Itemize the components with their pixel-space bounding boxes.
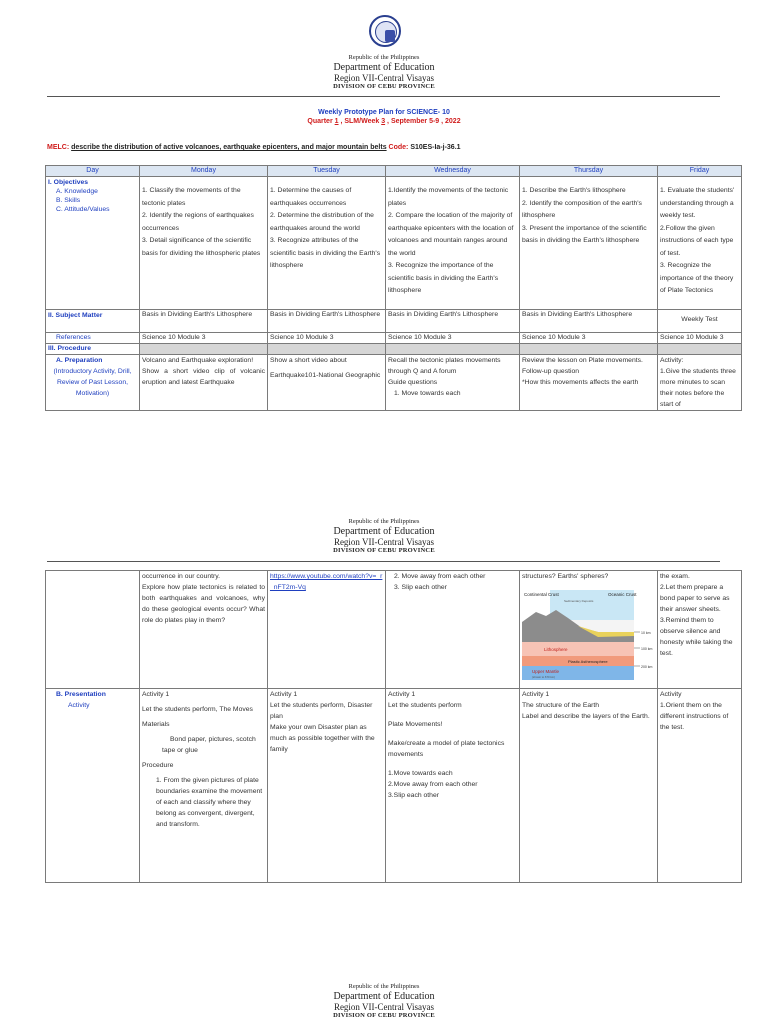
procedure-row bbox=[46, 344, 742, 355]
objective-item: 3. Detail significance of the scientific basis for dividing the lithospheric plates bbox=[142, 237, 261, 257]
republic-text: Republic of the Philippines bbox=[348, 518, 420, 525]
presentation-text: 1.Move towards each bbox=[388, 770, 453, 777]
upper-mantle-label: Upper Mantle bbox=[532, 669, 560, 674]
deped-seal bbox=[369, 15, 401, 47]
prep-text: the exam. bbox=[660, 573, 690, 580]
presentation-text: Make your own Disaster plan as much as possible together with the family bbox=[270, 724, 375, 753]
objectives-label: I. Objectives bbox=[48, 179, 89, 186]
prep-thursday bbox=[520, 355, 658, 411]
prep2-thursday bbox=[520, 571, 658, 689]
presentation-text: Activity 1 bbox=[388, 691, 416, 698]
skills-label: B. Skills bbox=[56, 197, 81, 204]
presentation-text: Activity 1 bbox=[142, 691, 170, 698]
presentation-monday bbox=[140, 689, 268, 883]
presentation-wednesday bbox=[386, 689, 520, 883]
subject-wednesday: Basis in Dividing Earth's Lithosphere bbox=[386, 310, 520, 333]
region-text: Region VII-Central Visayas bbox=[333, 73, 435, 83]
references-row bbox=[46, 333, 742, 344]
region-text: Region VII-Central Visayas bbox=[333, 537, 435, 547]
procedure-label-text: III. Procedure bbox=[48, 345, 92, 352]
prep2-friday bbox=[658, 571, 742, 689]
presentation-text: Let the students perform, Disaster plan bbox=[270, 702, 373, 720]
prep-text: occurrence in our country. bbox=[142, 573, 221, 580]
prep-text: Guide questions bbox=[388, 379, 438, 386]
prep-text: Review the lesson on Plate movements. bbox=[522, 357, 643, 364]
objectives-friday bbox=[658, 177, 742, 310]
presentation-text: Activity 1 bbox=[522, 691, 550, 698]
presentation-label-cell bbox=[46, 689, 140, 883]
objective-item: 2. Identify the regions of earthquakes occurrences bbox=[142, 212, 254, 232]
region-text: Region VII-Central Visayas bbox=[333, 1002, 435, 1012]
quarter-text: Quarter bbox=[307, 118, 335, 125]
presentation-text: Bond paper, pictures, scotch tape or glue bbox=[162, 736, 256, 754]
procedure-fill bbox=[520, 344, 658, 355]
prep-text: Explore how plate tectonics is related to both earthquakes and volcanoes, why do these geological events occur? What role do plates play in them? bbox=[142, 584, 265, 624]
depth-label-10: 10 km bbox=[641, 631, 651, 635]
prep-monday bbox=[140, 355, 268, 411]
prep-wednesday bbox=[386, 355, 520, 411]
code-value: S10ES-Ia-j-36.1 bbox=[410, 144, 461, 151]
presentation-text: Let the students perform bbox=[388, 702, 462, 709]
depth-label-200: 200 km bbox=[641, 665, 653, 669]
prep-text: structures? Earths' spheres? bbox=[522, 573, 609, 580]
preparation-row-part2 bbox=[46, 571, 742, 689]
code-label: Code: bbox=[388, 144, 409, 151]
subject-tuesday: Basis in Dividing Earth's Lithosphere bbox=[268, 310, 386, 333]
upper-mantle-sublabel: (shown to 670 km) bbox=[532, 675, 556, 679]
preparation-label: A. Preparation bbox=[56, 357, 103, 364]
continental-crust-label: Continental Crust bbox=[524, 592, 559, 597]
presentation-thursday bbox=[520, 689, 658, 883]
subject-matter-row bbox=[46, 310, 742, 333]
day-header-row bbox=[46, 166, 742, 177]
objectives-wednesday bbox=[386, 177, 520, 310]
depth-label-100: 100 km bbox=[641, 647, 653, 651]
knowledge-label: A. Knowledge bbox=[56, 188, 98, 195]
melc-text: describe the distribution of active volcanoes, earthquake epicenters, and major mountain belts bbox=[71, 144, 387, 151]
objectives-row bbox=[46, 177, 742, 310]
objectives-monday bbox=[140, 177, 268, 310]
department-text: Department of Education bbox=[333, 991, 435, 1002]
objective-item: 1. Describe the Earth's lithosphere bbox=[522, 187, 626, 194]
republic-text: Republic of the Philippines bbox=[348, 54, 420, 61]
prep-text: 1. Move towards each bbox=[394, 390, 461, 397]
presentation-text: 2.Move away from each other bbox=[388, 781, 478, 788]
presentation-text: Procedure bbox=[142, 762, 174, 769]
prep-friday bbox=[658, 355, 742, 411]
plan-title: Weekly Prototype Plan for SCIENCE- 10 bbox=[318, 109, 450, 116]
presentation-text: The structure of the Earth bbox=[522, 702, 600, 709]
objectives-thursday bbox=[520, 177, 658, 310]
presentation-text: Activity 1 bbox=[270, 691, 298, 698]
preparation-label-continued bbox=[46, 571, 140, 689]
references-wednesday: Science 10 Module 3 bbox=[386, 333, 520, 344]
procedure-fill bbox=[658, 344, 742, 355]
division-text: DIVISION OF CEBU PROVINCE bbox=[333, 1012, 435, 1019]
objectives-label-cell bbox=[46, 177, 140, 310]
attitude-label: C. Attitude/Values bbox=[56, 206, 110, 213]
prep-text: 3. Slip each other bbox=[394, 584, 447, 591]
subject-monday: Basis in Dividing Earth's Lithosphere bbox=[140, 310, 268, 333]
procedure-fill bbox=[140, 344, 268, 355]
presentation-label: B. Presentation bbox=[56, 691, 106, 698]
presentation-text: Materials bbox=[142, 721, 170, 728]
prep-text: Follow-up question bbox=[522, 368, 580, 375]
prep-text: Activity: bbox=[660, 357, 684, 364]
presentation-sub: Activity bbox=[68, 702, 90, 709]
presentation-text: 1.Orient them on the different instructions of the test. bbox=[660, 702, 729, 731]
references-friday: Science 10 Module 3 bbox=[658, 333, 742, 344]
letterhead-1 bbox=[0, 54, 768, 91]
lesson-plan-table-2 bbox=[45, 570, 742, 883]
procedure-fill bbox=[268, 344, 386, 355]
presentation-text: Make/create a model of plate tectonics movements bbox=[388, 740, 505, 758]
preparation-sub: (Introductory Activity, Drill, Review of Past Lesson, Motivation) bbox=[53, 368, 132, 397]
objective-item: 2. Identify the composition of the earth's lithosphere bbox=[522, 199, 642, 219]
prep-text: 2.Let them prepare a bond paper to serve as their answer sheets. bbox=[660, 584, 730, 613]
procedure-label bbox=[46, 344, 140, 355]
objective-item: 2.Follow the given instructions of each type of test. bbox=[660, 224, 734, 257]
presentation-text: Plate Movements! bbox=[388, 721, 443, 728]
prep-tuesday bbox=[268, 355, 386, 411]
objective-item: 1. Determine the causes of earthquakes occurrences bbox=[270, 187, 352, 207]
presentation-text: 3.Slip each other bbox=[388, 792, 440, 799]
friday-header: Friday bbox=[658, 166, 742, 177]
presentation-row bbox=[46, 689, 742, 883]
asthenosphere-label: Plastic Asthenosphere bbox=[568, 659, 608, 664]
prep-text: 3.Remind them to observe silence and honesty while taking the test. bbox=[660, 617, 733, 657]
objective-item: 2. Determine the distribution of the earthquakes around the world bbox=[270, 212, 374, 232]
objective-item: 3. Recognize the importance of the theory of Plate Tectonics bbox=[660, 262, 734, 294]
presentation-text: 1. From the given pictures of plate boundaries examine the movement of each and classify where they belong as convergent, divergent, and transform. bbox=[156, 777, 263, 828]
prep-text: Recall the tectonic plates movements through Q and A forum bbox=[388, 357, 501, 375]
objective-item: 1. Classify the movements of the tectonic plates bbox=[142, 187, 241, 207]
preparation-row-part1 bbox=[46, 355, 742, 411]
tuesday-header: Tuesday bbox=[268, 166, 386, 177]
references-tuesday: Science 10 Module 3 bbox=[268, 333, 386, 344]
presentation-friday bbox=[658, 689, 742, 883]
sedimentary-label: Sedimentary Deposits bbox=[564, 599, 594, 603]
day-header: Day bbox=[46, 166, 140, 177]
letterhead-3 bbox=[0, 983, 768, 1020]
week-text: , SLM/Week bbox=[338, 118, 382, 125]
prep2-tuesday bbox=[268, 571, 386, 689]
prep-text: Show a short video clip of volcanic eruption and latest Earthquake bbox=[142, 368, 265, 386]
plan-title-block bbox=[0, 108, 768, 126]
prep-text: *How this movements affects the earth bbox=[522, 379, 639, 386]
header-rule bbox=[47, 96, 720, 97]
objective-item: 3. Recognize the importance of the scientific basis in dividing the Earth's lithosphere bbox=[388, 262, 499, 294]
references-monday: Science 10 Module 3 bbox=[140, 333, 268, 344]
lithosphere-band bbox=[522, 642, 634, 656]
objective-item: 1. Evaluate the students' understanding through a weekly test. bbox=[660, 187, 735, 219]
preparation-label-cell bbox=[46, 355, 140, 411]
presentation-text: Activity bbox=[660, 691, 682, 698]
monday-header: Monday bbox=[140, 166, 268, 177]
melc-label: MELC: bbox=[47, 144, 70, 151]
earth-structure-diagram bbox=[522, 582, 656, 682]
thursday-header: Thursday bbox=[520, 166, 658, 177]
lesson-plan-table-1 bbox=[45, 165, 742, 411]
prep2-wednesday bbox=[386, 571, 520, 689]
republic-text: Republic of the Philippines bbox=[348, 983, 420, 990]
quarter-number: 1 bbox=[334, 118, 339, 125]
week-number: 3 bbox=[381, 118, 386, 125]
division-text: DIVISION OF CEBU PROVINCE bbox=[333, 547, 435, 554]
header-rule bbox=[47, 561, 720, 562]
youtube-link[interactable]: https://www.youtube.com/watch?v=_r_nFT2m-Vq bbox=[270, 573, 383, 591]
objective-item: 3. Recognize attributes of the scientific basis in dividing the Earth's lithosphere bbox=[270, 237, 381, 269]
letterhead-2 bbox=[0, 518, 768, 555]
department-text: Department of Education bbox=[333, 526, 435, 537]
prep-text: 1.Give the students three more minutes to scan their notes before the start of bbox=[660, 368, 736, 408]
division-text: DIVISION OF CEBU PROVINCE bbox=[333, 83, 435, 90]
prep2-monday bbox=[140, 571, 268, 689]
presentation-text: Let the students perform, The Moves bbox=[142, 706, 253, 713]
melc-line bbox=[47, 143, 461, 152]
references-label: References bbox=[46, 333, 140, 344]
prep-text: Volcano and Earthquake exploration! bbox=[142, 357, 254, 364]
objective-item: 3. Present the importance of the scientific basis in dividing the Earth's lithosphere bbox=[522, 224, 647, 244]
oceanic-crust-label: Oceanic Crust bbox=[608, 592, 637, 597]
subject-friday: Weekly Test bbox=[658, 310, 742, 333]
lithosphere-label: Lithosphere bbox=[544, 647, 568, 652]
presentation-tuesday bbox=[268, 689, 386, 883]
prep-text: 2. Move away from each other bbox=[394, 573, 486, 580]
presentation-text: Label and describe the layers of the Earth. bbox=[522, 713, 650, 720]
prep-text: Show a short video about bbox=[270, 357, 347, 364]
references-thursday: Science 10 Module 3 bbox=[520, 333, 658, 344]
quarter-line bbox=[0, 117, 768, 126]
subject-matter-label bbox=[46, 310, 140, 333]
date-text: , September 5-9 , 2022 bbox=[385, 118, 461, 125]
objectives-tuesday bbox=[268, 177, 386, 310]
subject-matter-label-text: II. Subject Matter bbox=[48, 312, 103, 319]
department-text: Department of Education bbox=[333, 62, 435, 73]
procedure-fill bbox=[386, 344, 520, 355]
objective-item: 1.Identify the movements of the tectonic plates bbox=[388, 187, 509, 207]
prep-text: Earthquake101-National Geographic bbox=[270, 372, 381, 379]
wednesday-header: Wednesday bbox=[386, 166, 520, 177]
objective-item: 2. Compare the location of the majority of earthquake epicenters with the location of volcanoes and mountain ranges around the world bbox=[388, 212, 514, 257]
subject-thursday: Basis in Dividing Earth's Lithosphere bbox=[520, 310, 658, 333]
